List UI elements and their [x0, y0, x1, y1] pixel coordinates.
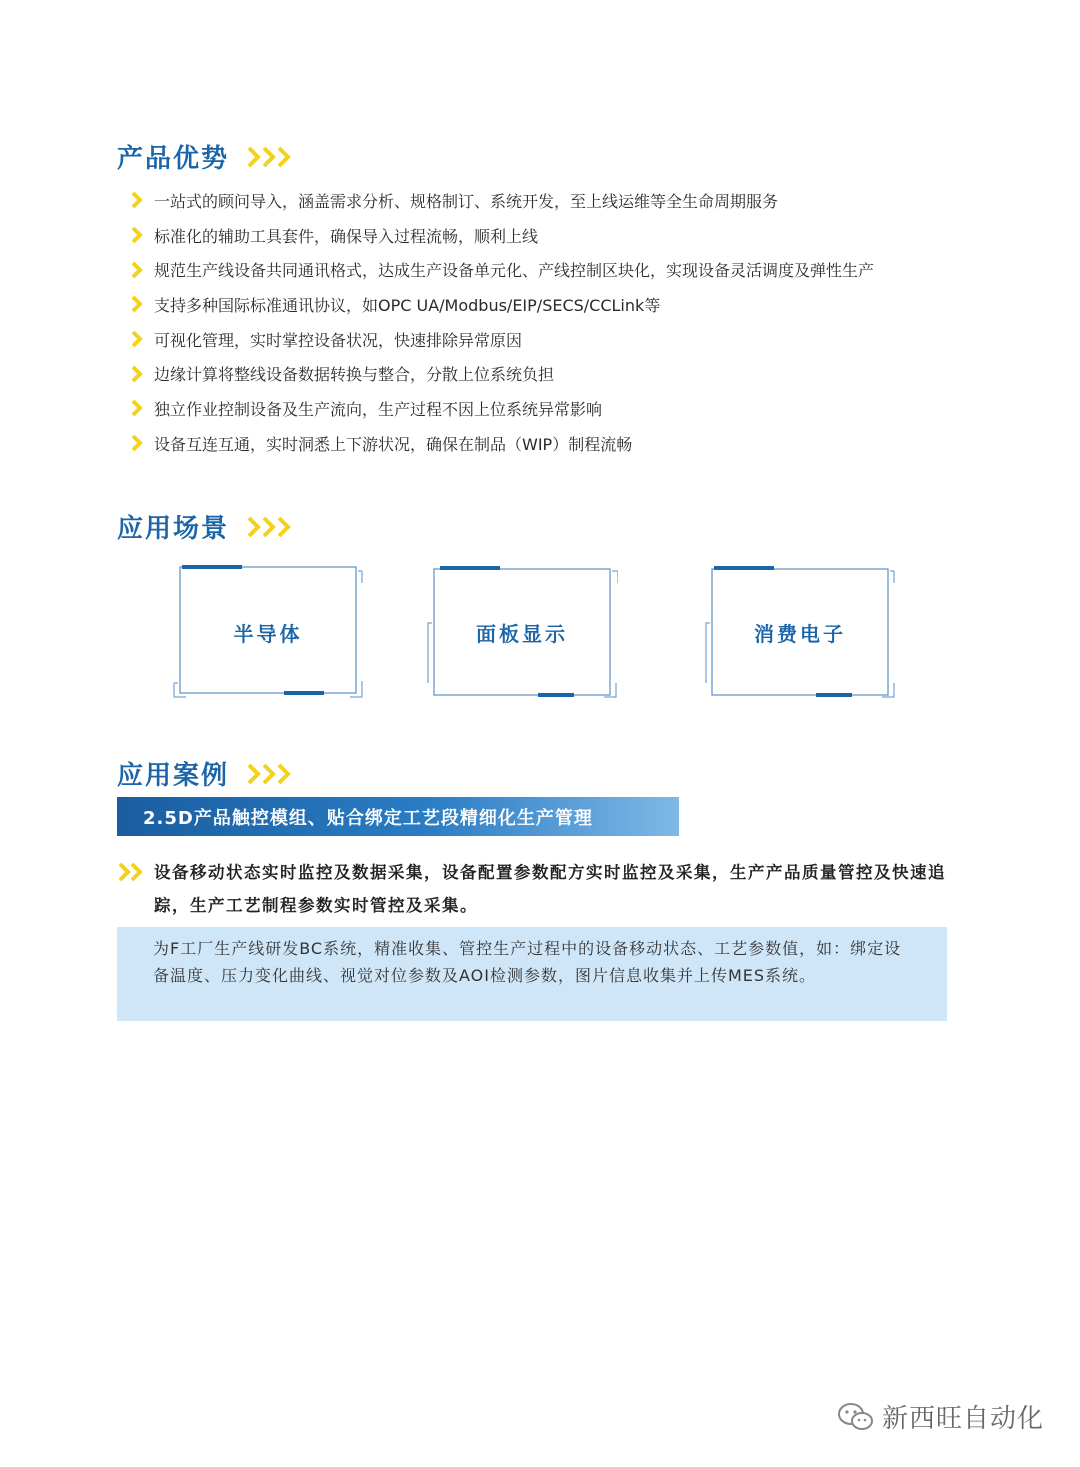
watermark — [836, 1398, 1044, 1435]
advantage-text: 标准化的辅助工具套件，确保导入过程流畅，顺利上线 — [154, 226, 539, 246]
list-item — [130, 252, 990, 287]
advantage-text: 设备互连互通，实时洞悉上下游状况，确保在制品（WIP）制程流畅 — [154, 434, 633, 454]
chevron-right-icon — [130, 260, 144, 280]
scene-card-consumer — [704, 563, 896, 701]
list-item — [130, 322, 990, 357]
chevron-right-icon — [130, 398, 144, 418]
chevron-right-icon — [130, 433, 144, 453]
advantages-title: 产品优势 — [117, 144, 230, 174]
case-description — [117, 856, 977, 922]
advantage-text: 一站式的顾问导入，涵盖需求分析、规格制订、系统开发，至上线运维等全生命周期服务 — [154, 191, 779, 211]
triple-chevron-icon — [247, 515, 293, 539]
list-item — [130, 426, 990, 461]
scene-card-semiconductor — [172, 563, 364, 701]
case-detail-box — [117, 927, 947, 1021]
section-title-cases — [117, 755, 293, 792]
double-chevron-icon — [117, 861, 147, 883]
case-detail-text: 为F工厂生产线研发BC系统，精准收集、管控生产过程中的设备移动状态、工艺参数值，如：绑定设备温度、压力变化曲线、视觉对位参数及AOI检测参数，图片信息收集并上传MES系统。 — [153, 939, 902, 985]
list-item — [130, 183, 990, 218]
list-item — [130, 218, 990, 253]
triple-chevron-icon — [247, 762, 293, 786]
wechat-icon — [836, 1400, 876, 1434]
advantage-text: 独立作业控制设备及生产流向，生产过程不因上位系统异常影响 — [154, 399, 603, 419]
chevron-right-icon — [130, 294, 144, 314]
triple-chevron-icon — [247, 145, 293, 169]
case-banner — [117, 797, 679, 836]
list-item — [130, 391, 990, 426]
cases-title: 应用案例 — [117, 761, 230, 791]
case-banner-text: 2.5D产品触控模组、贴合绑定工艺段精细化生产管理 — [143, 807, 593, 829]
list-item — [130, 287, 990, 322]
advantage-text: 边缘计算将整线设备数据转换与整合，分散上位系统负担 — [154, 365, 555, 385]
chevron-right-icon — [130, 364, 144, 384]
chevron-right-icon — [130, 190, 144, 210]
watermark-text: 新西旺自动化 — [882, 1404, 1045, 1434]
advantage-text: 支持多种国际标准通讯协议，如OPC UA/Modbus/EIP/SECS/CCLink等 — [154, 295, 661, 315]
chevron-right-icon — [130, 225, 144, 245]
scene-label: 消费电子 — [754, 621, 846, 646]
chevron-right-icon — [130, 329, 144, 349]
advantage-text: 可视化管理，实时掌控设备状况，快速排除异常原因 — [154, 330, 523, 350]
scene-label: 半导体 — [233, 621, 303, 646]
list-item — [130, 356, 990, 391]
section-title-advantages — [117, 138, 293, 175]
advantage-text: 规范生产线设备共同通讯格式，达成生产设备单元化、产线控制区块化，实现设备灵活调度及弹性生产 — [154, 261, 875, 281]
scene-label: 面板显示 — [476, 621, 568, 646]
scene-card-panel — [426, 563, 618, 701]
section-title-scenes — [117, 508, 293, 545]
advantages-list — [130, 183, 990, 461]
scenes-title: 应用场景 — [117, 514, 230, 544]
case-description-text: 设备移动状态实时监控及数据采集，设备配置参数配方实时监控及采集，生产产品质量管控及快速追踪，生产工艺制程参数实时管控及采集。 — [154, 863, 946, 915]
